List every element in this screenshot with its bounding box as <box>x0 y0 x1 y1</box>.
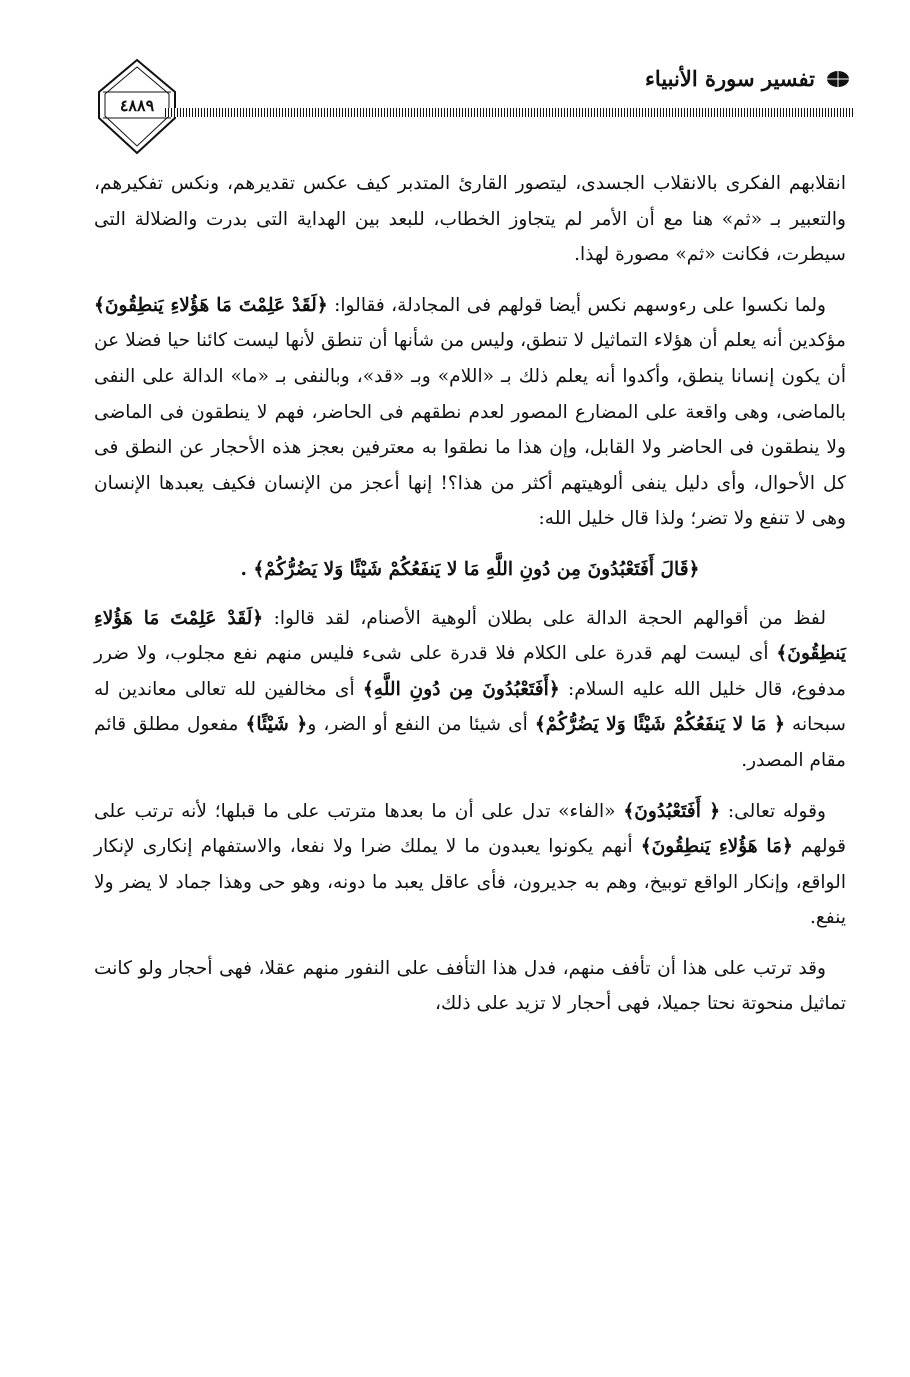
paragraph <box>94 166 846 273</box>
verse-text: ﴿قَالَ أَفَتَعْبُدُونَ مِن دُونِ اللَّهِ مَا لا يَنفَعُكُمْ شَيْئًا وَلا يَضُرُّكُمْ﴾ . <box>240 558 700 580</box>
quran-quote: ﴿ شَيْئًا﴾ <box>245 714 308 736</box>
header-rule <box>165 108 855 117</box>
paragraph <box>94 288 846 537</box>
quran-quote: ﴿لَقَدْ عَلِمْتَ مَا هَؤُلاءِ يَنطِقُونَ﴾ <box>94 294 328 316</box>
text-segment: مؤكدين أنه يعلم أن هؤلاء التماثيل لا تنطق، وليس من شأنها أن تنطق لأنها ليست كائنا حيا فضلا عن أن يكون إنسانا ينطق، وأكدوا أنه يعلم ذلك بـ «اللام» وبـ «قد»، وبالنفى بـ «ما» الدالة على النفى بالماضى، وهى واقعة على المضارع المصور لعدم نطقهم فى الحاضر، فهم لا ينطقون فى الماضى ولا ينطقون فى الحاضر ولا القابل، وإن هذا ما نطقوا به معترفين بعجز هذه الأحجار عن النطق فى كل الأحوال، وأى دليل ينفى ألوهيتهم أكثر من هذا؟! إنها أعجز من الإنسان فكيف يعبدها الإنسان وهى لا تنفع ولا تضر؛ ولذا قال خليل الله: <box>94 330 846 530</box>
quran-quote: ﴿ أَفَتَعْبُدُونَ﴾ <box>623 800 721 822</box>
text-segment: «الفاء» تدل على أن ما بعدها مترتب على ما قبلها؛ لأنه ترتب على قولهم <box>94 800 847 858</box>
text-segment: أنهم يكونوا يعبدون ما لا يملك ضرا ولا نفعا، والاستفهام إنكارى لإنكار الواقع، وإنكار الواقع توبيخ، وهم به جديرون، فأى عاقل يعبد ما دونه، وهو حى وهذا جماد لا يضر ولا ينفع. <box>94 836 846 929</box>
quran-quote: ﴿أَفَتَعْبُدُونَ مِن دُونِ اللَّهِ﴾ <box>362 678 560 700</box>
page-title: تفسير سورة الأنبياء <box>645 66 815 91</box>
text-segment: وقوله تعالى: <box>720 800 827 822</box>
quran-quote: ﴿لَقَدْ عَلِمْتَ مَا هَؤُلاءِ يَنطِقُونَ﴾ <box>94 607 846 665</box>
text-segment: أى ليست لهم قدرة على الكلام فلا قدرة على شىء فليس منهم نفع مجلوب، ولا ضرر مدفوع، قال خليل الله عليه السلام: <box>94 643 846 700</box>
text-segment: أى مخالفين لله تعالى معاندين له سبحانه <box>94 678 846 736</box>
ornament-icon <box>825 68 851 90</box>
page-number-badge <box>95 58 179 156</box>
body-text <box>94 166 846 1022</box>
text-segment: انقلابهم الفكرى بالانقلاب الجسدى، ليتصور القارئ المتدبر كيف عكس تقديرهم، ونكس تفكيرهم، والتعبير بـ «ثم» هنا مع أن الأمر لم يتجاوز الخطاب، للبعد بين الهداية التى بدرت والضلالة التى سيطرت، فكانت «ثم» مصورة لهذا. <box>94 173 846 266</box>
page-header <box>95 58 855 158</box>
text-segment: أى شيئا من النفع أو الضر، و <box>307 714 535 736</box>
quran-quote: ﴿مَا هَؤُلاءِ يَنطِقُونَ﴾ <box>640 836 793 858</box>
text-segment: ولما نكسوا على رءوسهم نكس أيضا قولهم فى المجادلة، فقالوا: <box>327 294 826 316</box>
page-number: ٤٨٨٩ <box>119 96 155 115</box>
text-segment: لفظ من أقوالهم الحجة الدالة على بطلان ألوهية الأصنام، لقد قالوا: <box>263 607 826 629</box>
text-segment: وقد ترتب على هذا أن تأفف منهم، فدل هذا التأفف على النفور منهم عقلا، فهى أحجار ولو كانت تماثيل منحوتة نحتا جميلا، فهى أحجار لا تزيد على ذلك، <box>94 957 846 1015</box>
quran-quote: ﴿ مَا لا يَنفَعُكُمْ شَيْئًا وَلا يَضُرُّكُمْ﴾ <box>534 714 785 736</box>
quran-verse <box>94 552 846 588</box>
paragraph <box>94 601 846 779</box>
paragraph <box>94 951 846 1022</box>
paragraph <box>94 794 846 936</box>
text-segment: مفعول مطلق قائم مقام المصدر. <box>94 714 846 771</box>
